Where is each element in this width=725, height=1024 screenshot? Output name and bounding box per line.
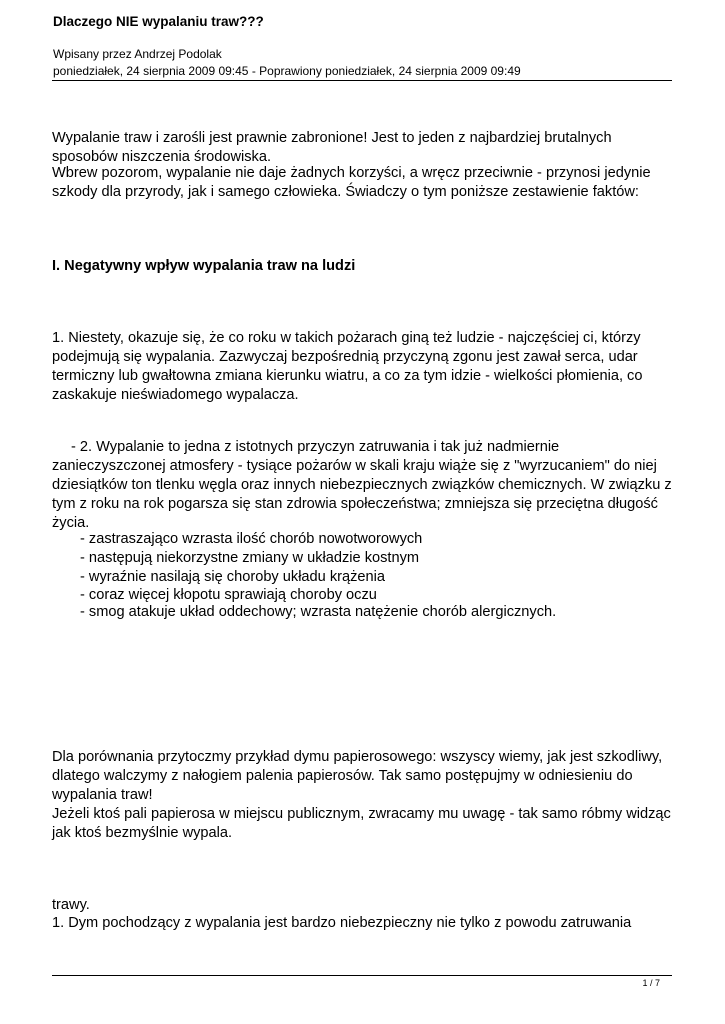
tail-line: 1. Dym pochodzący z wypalania jest bardzo niebezpieczny nie tylko z powodu zatruwania (52, 915, 632, 931)
point2-line: zanieczyszczonej atmosfery - tysiące pożarów w skali kraju wiąże się z "wyrzucaniem" do niej (52, 458, 657, 474)
list-item: - zastraszająco wzrasta ilość chorób nowotworowych (80, 531, 423, 547)
list-item: - smog atakuje układ oddechowy; wzrasta natężenie chorób alergicznych. (80, 604, 557, 620)
point2-line: tym z roku na rok pogarsza się stan zdrowia społeczeństwa; zmniejsza się przeciętna długość (52, 496, 658, 512)
comparison-line: dlatego walczymy z nałogiem palenia papierosów. Tak samo postępujmy w odniesieniu do (52, 768, 633, 784)
comparison-line: jak ktoś bezmyślnie wypala. (52, 825, 233, 841)
point2-line: życia. (52, 515, 90, 531)
intro-line: Wypalanie traw i zarośli jest prawnie zabronione! Jest to jeden z najbardziej brutalnych (52, 130, 612, 146)
section-heading: I. Negatywny wpływ wypalania traw na ludzi (52, 258, 356, 274)
author-line: Wpisany przez Andrzej Podolak (53, 47, 222, 61)
point1-line: termiczny lub gwałtowna zmiana kierunku wiatru, a co za tym idzie - wielkości płomienia, co (52, 368, 643, 384)
footer-divider (52, 975, 672, 976)
point1-line: podejmują się wypalania. Zazwyczaj bezpośrednią przyczyną zgonu jest zawał serca, udar (52, 349, 638, 365)
list-item: - następują niekorzystne zmiany w układzie kostnym (80, 550, 420, 566)
page-number: 1 / 7 (642, 978, 660, 988)
list-item: - wyraźnie nasilają się choroby układu krążenia (80, 569, 386, 585)
dates-line: poniedziałek, 24 sierpnia 2009 09:45 - Poprawiony poniedziałek, 24 sierpnia 2009 09:49 (53, 64, 521, 78)
comparison-line: wypalania traw! (52, 787, 153, 803)
point1-line: 1. Niestety, okazuje się, że co roku w takich pożarach giną też ludzie - najczęściej ci, którzy (52, 330, 641, 346)
list-item: - coraz więcej kłopotu sprawiają choroby oczu (80, 587, 377, 603)
tail-line: trawy. (52, 897, 90, 913)
intro-line: sposobów niszczenia środowiska. (52, 149, 272, 165)
comparison-line: Dla porównania przytoczmy przykład dymu papierosowego: wszyscy wiemy, jak jest szkodliwy, (52, 749, 663, 765)
page-title: Dlaczego NIE wypalaniu traw??? (53, 14, 264, 29)
intro-line: Wbrew pozorom, wypalanie nie daje żadnych korzyści, a wręcz przeciwnie - przynosi jedynie (52, 165, 651, 181)
point2-first-line: - 2. Wypalanie to jedna z istotnych przyczyn zatruwania i tak już nadmiernie (71, 439, 560, 455)
point1-line: zaskakuje nieświadomego wypalacza. (52, 387, 299, 403)
header-divider (52, 80, 672, 81)
point2-line: dziesiątków ton tlenku węgla oraz innych niebezpiecznych związków chemicznych. W związku z (52, 477, 672, 493)
intro-line: szkody dla przyrody, jak i samego człowieka. Świadczy o tym poniższe zestawienie faktów: (52, 184, 639, 200)
comparison-line: Jeżeli ktoś pali papierosa w miejscu publicznym, zwracamy mu uwagę - tak samo róbmy widząc (52, 806, 671, 822)
